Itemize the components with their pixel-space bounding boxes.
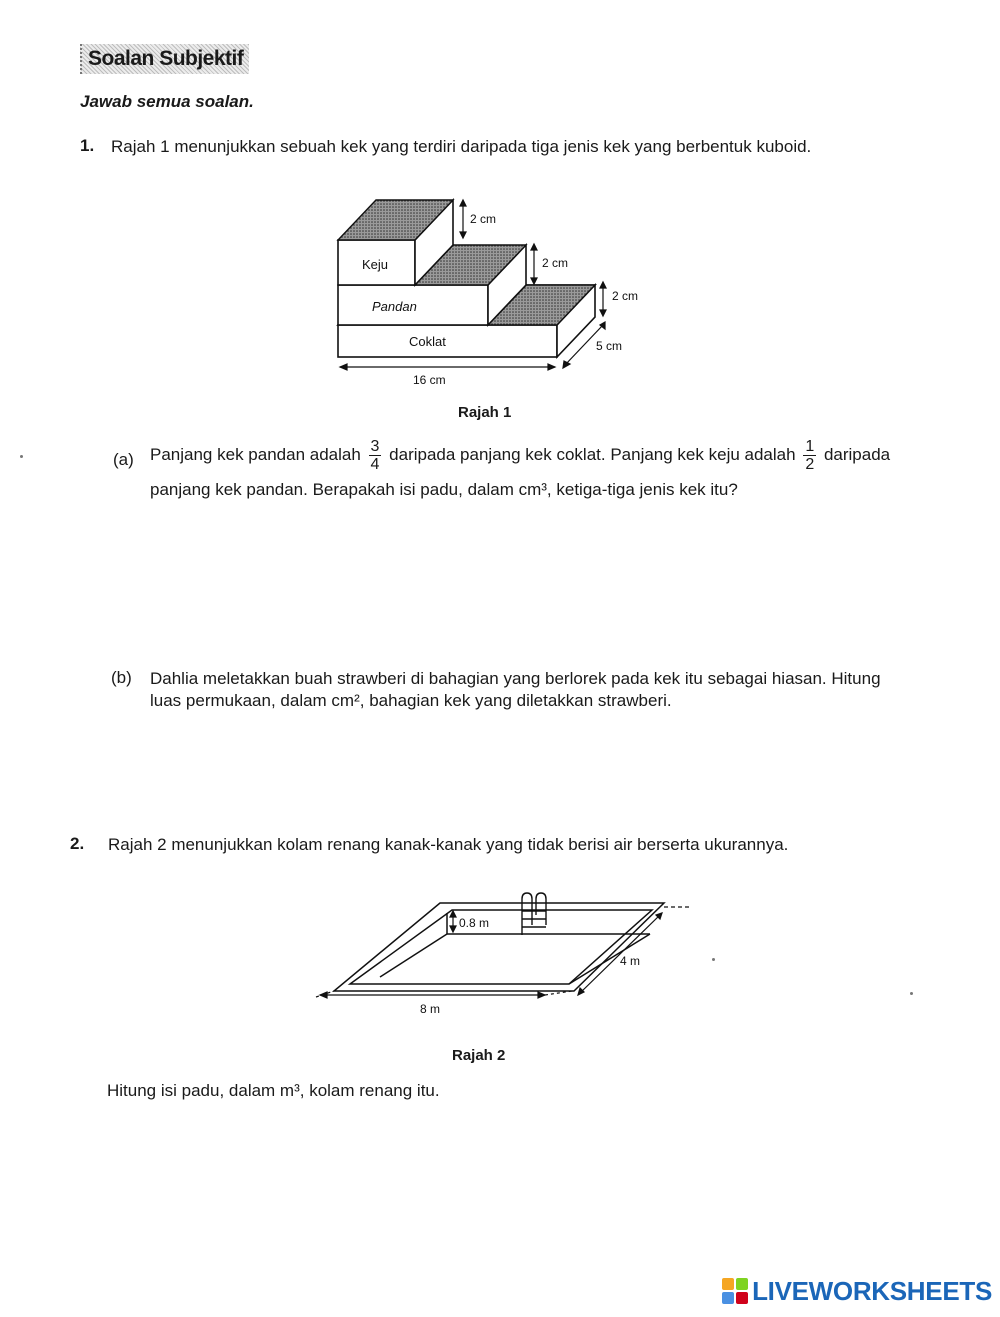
question-2-prompt: Hitung isi padu, dalam m³, kolam renang itu. — [107, 1081, 440, 1100]
question-1-number: 1. — [80, 136, 95, 155]
liveworksheets-logo-icon — [722, 1278, 748, 1304]
liveworksheets-brand — [722, 1273, 992, 1309]
dim-width: 5 cm — [596, 339, 623, 353]
part-b-text: Dahlia meletakkan buah strawberi di bahagian yang berlorek pada kek itu sebagai hiasan. Hitung luas permukaan, dalam cm², bahagian kek yang diletakkan strawberi. — [150, 669, 881, 710]
scan-speck — [20, 455, 23, 458]
pool-walls — [334, 903, 664, 991]
part-b-label: (b) — [111, 668, 132, 687]
liveworksheets-wordmark: LIVEWORKSHEETS — [752, 1275, 992, 1306]
dim-right: 2 cm — [612, 289, 639, 303]
dim-mid: 2 cm — [542, 256, 569, 270]
fraction-three-quarters: $\frac{3}{4}$ — [370, 438, 380, 474]
scan-speck — [712, 958, 715, 961]
pool-dim-depth: 0.8 m — [459, 916, 490, 930]
logo-square — [736, 1278, 748, 1290]
part-a-label: (a) — [113, 450, 134, 469]
instruction: Jawab semua soalan. — [80, 92, 254, 111]
question-2-number: 2. — [70, 834, 85, 853]
logo-square — [722, 1292, 734, 1304]
label-pandan: Pandan — [372, 299, 417, 314]
figure-2-caption: Rajah 2 — [452, 1047, 506, 1064]
figure-1-caption: Rajah 1 — [458, 404, 512, 421]
label-keju: Keju — [362, 257, 389, 272]
pool-dim-length: 8 m — [420, 1002, 441, 1016]
part-a-text: Panjang kek pandan adalah $\frac{3}{4}$ daripada panjang kek coklat. Panjang kek keju adalah $\frac{1}{2}$ daripada panjang kek pandan. Berapakah isi padu, dalam cm³, ketiga-tiga jenis kek itu? — [150, 438, 891, 500]
cake-diagram — [320, 185, 660, 400]
dim-length: 16 cm — [413, 373, 446, 387]
pool-diagram — [310, 885, 710, 1020]
pool-ladder — [522, 893, 546, 935]
question-1-text: Rajah 1 menunjukkan sebuah kek yang terdiri daripada tiga jenis kek yang berbentuk kuboid. — [111, 137, 812, 156]
logo-square — [722, 1278, 734, 1290]
section-title: Soalan Subjektif — [80, 44, 249, 74]
dim-top: 2 cm — [470, 212, 497, 226]
scan-speck — [910, 992, 913, 995]
logo-square — [736, 1292, 748, 1304]
question-2-text: Rajah 2 menunjukkan kolam renang kanak-kanak yang tidak berisi air berserta ukurannya. — [108, 835, 789, 854]
fraction-one-half: $\frac{1}{2}$ — [805, 438, 815, 474]
pool-dim-width: 4 m — [620, 954, 641, 968]
label-coklat: Coklat — [409, 334, 446, 349]
